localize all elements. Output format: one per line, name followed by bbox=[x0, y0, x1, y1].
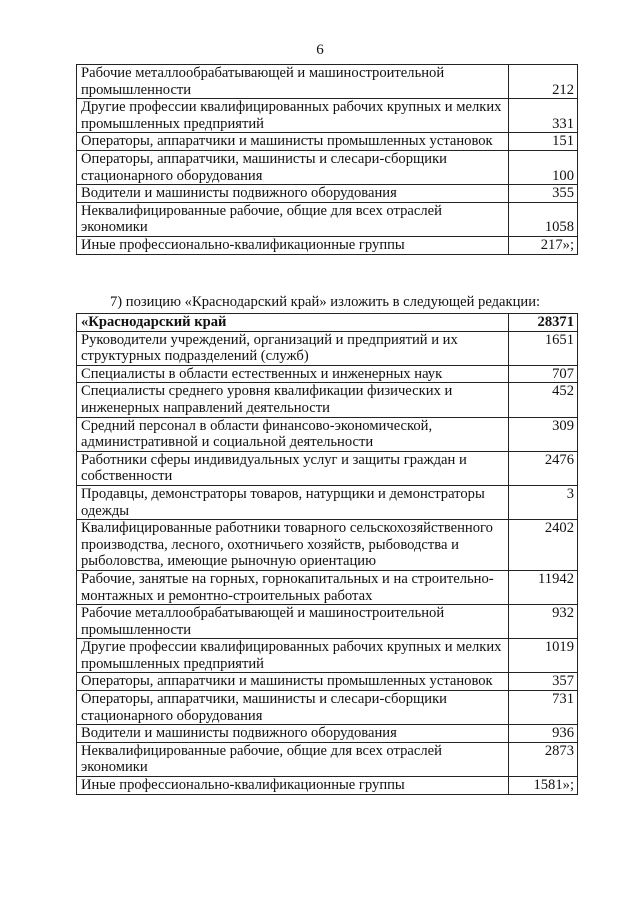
table-row bbox=[77, 742, 578, 776]
category-value: 1019 bbox=[509, 639, 578, 673]
table-row bbox=[77, 777, 578, 795]
category-value: 452 bbox=[509, 383, 578, 417]
table-row bbox=[77, 202, 578, 236]
category-name: Водители и машинисты подвижного оборудования bbox=[77, 185, 509, 203]
category-name: Рабочие металлообрабатывающей и машиностроительной промышленности bbox=[77, 65, 509, 99]
page-number: 6 bbox=[316, 42, 324, 58]
table-row bbox=[77, 451, 578, 485]
region-name: «Краснодарский край bbox=[77, 314, 509, 332]
table-body bbox=[77, 65, 578, 255]
category-value: 357 bbox=[509, 673, 578, 691]
category-name: Руководители учреждений, организаций и предприятий и их структурных подразделений (служб) bbox=[77, 331, 509, 365]
table-row bbox=[77, 365, 578, 383]
table-row bbox=[77, 417, 578, 451]
table-row bbox=[77, 383, 578, 417]
krasnodar-table bbox=[76, 313, 578, 795]
table-row bbox=[77, 673, 578, 691]
category-name: Операторы, аппаратчики, машинисты и слесари-сборщики стационарного оборудования bbox=[77, 150, 509, 184]
category-value: 2873 bbox=[509, 742, 578, 776]
table-row bbox=[77, 725, 578, 743]
category-value: 151 bbox=[509, 133, 578, 151]
category-name: Операторы, аппаратчики и машинисты промышленных установок bbox=[77, 673, 509, 691]
category-name: Водители и машинисты подвижного оборудования bbox=[77, 725, 509, 743]
table-row bbox=[77, 605, 578, 639]
amendment-intro: 7) позицию «Краснодарский край» изложить в следующей редакции: bbox=[110, 294, 541, 310]
employment-table-continued bbox=[76, 64, 578, 255]
category-value: 1581»; bbox=[509, 777, 578, 795]
category-name: Неквалифицированные рабочие, общие для всех отраслей экономики bbox=[77, 742, 509, 776]
category-name: Рабочие металлообрабатывающей и машиностроительной промышленности bbox=[77, 605, 509, 639]
category-value: 355 bbox=[509, 185, 578, 203]
category-value: 707 bbox=[509, 365, 578, 383]
table-row bbox=[77, 639, 578, 673]
category-name: Квалифицированные работники товарного сельскохозяйственного производства, лесного, охотничьего хозяйств, рыбоводства и рыболовства, имеющие рыночную ориентацию bbox=[77, 520, 509, 571]
category-name: Операторы, аппаратчики, машинисты и слесари-сборщики стационарного оборудования bbox=[77, 691, 509, 725]
table-body bbox=[77, 314, 578, 795]
table-row bbox=[77, 485, 578, 519]
category-name: Продавцы, демонстраторы товаров, натурщики и демонстраторы одежды bbox=[77, 485, 509, 519]
category-value: 212 bbox=[509, 65, 578, 99]
category-name: Другие профессии квалифицированных рабочих крупных и мелких промышленных предприятий bbox=[77, 639, 509, 673]
category-value: 100 bbox=[509, 150, 578, 184]
table-row bbox=[77, 570, 578, 604]
table-row bbox=[77, 691, 578, 725]
category-value: 932 bbox=[509, 605, 578, 639]
category-value: 3 bbox=[509, 485, 578, 519]
category-name: Средний персонал в области финансово-экономической, административной и социальной деятельности bbox=[77, 417, 509, 451]
category-name: Иные профессионально-квалификационные группы bbox=[77, 777, 509, 795]
category-value: 2476 bbox=[509, 451, 578, 485]
category-value: 11942 bbox=[509, 570, 578, 604]
category-value: 936 bbox=[509, 725, 578, 743]
category-value: 1058 bbox=[509, 202, 578, 236]
table-row bbox=[77, 185, 578, 203]
region-header-row bbox=[77, 314, 578, 332]
category-value: 309 bbox=[509, 417, 578, 451]
category-value: 1651 bbox=[509, 331, 578, 365]
category-value: 217»; bbox=[509, 236, 578, 254]
category-name: Специалисты в области естественных и инженерных наук bbox=[77, 365, 509, 383]
table-row bbox=[77, 133, 578, 151]
table-row bbox=[77, 99, 578, 133]
category-name: Другие профессии квалифицированных рабочих крупных и мелких промышленных предприятий bbox=[77, 99, 509, 133]
category-name: Рабочие, занятые на горных, горнокапитальных и на строительно-монтажных и ремонтно-строительных работах bbox=[77, 570, 509, 604]
category-name: Работники сферы индивидуальных услуг и защиты граждан и собственности bbox=[77, 451, 509, 485]
category-value: 331 bbox=[509, 99, 578, 133]
category-name: Операторы, аппаратчики и машинисты промышленных установок bbox=[77, 133, 509, 151]
table-row bbox=[77, 520, 578, 571]
table-row bbox=[77, 236, 578, 254]
category-value: 2402 bbox=[509, 520, 578, 571]
table-row bbox=[77, 331, 578, 365]
region-total: 28371 bbox=[509, 314, 578, 332]
table-row bbox=[77, 65, 578, 99]
category-name: Иные профессионально-квалификационные группы bbox=[77, 236, 509, 254]
category-name: Неквалифицированные рабочие, общие для всех отраслей экономики bbox=[77, 202, 509, 236]
category-value: 731 bbox=[509, 691, 578, 725]
table-row bbox=[77, 150, 578, 184]
category-name: Специалисты среднего уровня квалификации физических и инженерных направлений деятельности bbox=[77, 383, 509, 417]
